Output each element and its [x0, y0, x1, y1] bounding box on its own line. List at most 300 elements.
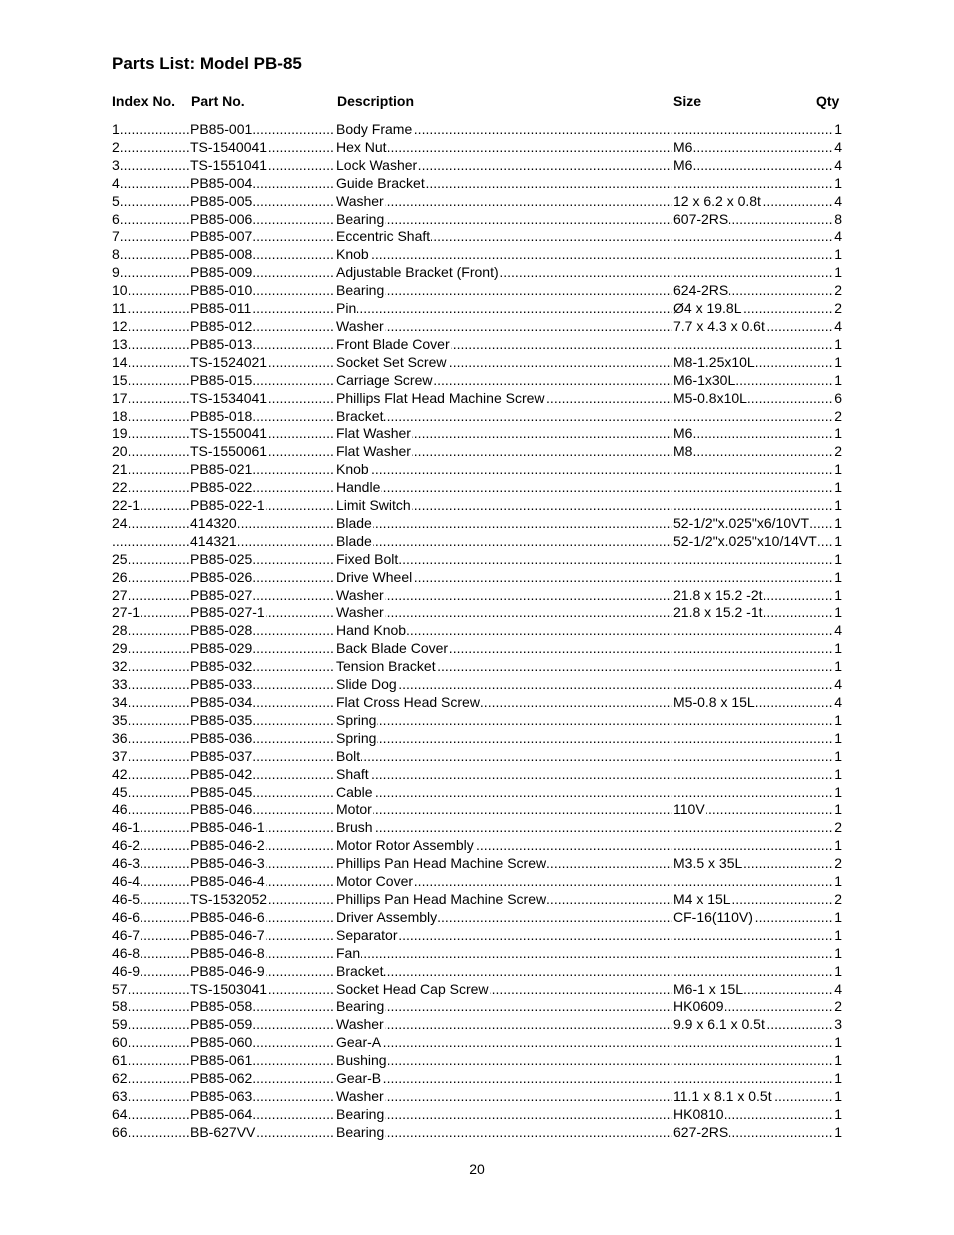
part-number-cell-text: TS-1551041: [190, 156, 268, 173]
qty-cell: [833, 981, 843, 999]
index-cell-text: 42: [112, 765, 128, 782]
description-cell-text: Handle: [336, 479, 381, 496]
part-number-cell: [190, 873, 335, 891]
index-cell-text: 5: [112, 192, 120, 209]
size-cell-text: M6: [673, 156, 693, 173]
qty-cell-text: 4: [834, 980, 842, 997]
index-cell-text: 21: [112, 461, 128, 478]
index-cell: [112, 515, 189, 533]
part-number-cell: [190, 819, 335, 837]
size-cell: [673, 228, 833, 246]
part-number-cell-text: BB-627VV: [190, 1123, 256, 1140]
part-number-cell: [190, 515, 335, 533]
description-cell: [336, 1088, 672, 1106]
index-cell: [112, 1124, 189, 1142]
qty-cell: [833, 300, 843, 318]
part-number-cell: [190, 784, 335, 802]
part-number-cell-text: PB85-058: [190, 998, 253, 1015]
part-number-cell: [190, 551, 335, 569]
part-number-cell-text: PB85-046-1: [190, 819, 265, 836]
qty-cell-text: 2: [834, 282, 842, 299]
size-cell: [673, 694, 833, 712]
size-cell: [673, 819, 833, 837]
index-cell: [112, 139, 189, 157]
description-cell: [336, 998, 672, 1016]
description-cell-text: Back Blade Cover: [336, 640, 449, 657]
description-cell: [336, 1070, 672, 1088]
part-number-cell-text: TS-1534041: [190, 389, 268, 406]
index-cell-text: 63: [112, 1087, 128, 1104]
table-row: [0, 694, 954, 712]
part-number-cell-text: PB85-026: [190, 568, 253, 585]
index-cell: [112, 246, 189, 264]
part-number-cell: [190, 891, 335, 909]
qty-cell: [833, 228, 843, 246]
qty-cell: [833, 211, 843, 229]
part-number-cell: [190, 121, 335, 139]
description-cell: [336, 927, 672, 945]
table-row: [0, 1106, 954, 1124]
part-number-cell: [190, 640, 335, 658]
part-number-cell: [190, 604, 335, 622]
size-cell-text: 110V: [673, 801, 705, 818]
description-cell-text: Body Frame: [336, 121, 413, 137]
description-cell-text: Drive Wheel: [336, 568, 413, 585]
size-cell: [673, 497, 833, 515]
qty-cell: [833, 801, 843, 819]
description-cell-text: Socket Set Screw: [336, 353, 447, 370]
table-row: [0, 408, 954, 426]
qty-cell-text: 8: [834, 210, 842, 227]
qty-cell-text: 2: [834, 443, 842, 460]
qty-cell-text: 1: [834, 926, 842, 943]
qty-cell: [833, 766, 843, 784]
part-number-cell-text: PB85-013: [190, 335, 253, 352]
description-cell: [336, 372, 672, 390]
index-cell: [112, 981, 189, 999]
index-cell-text: 46-6: [112, 908, 141, 925]
index-cell: [112, 121, 189, 139]
index-cell: [112, 211, 189, 229]
size-cell-text: 627-2RS: [673, 1123, 729, 1140]
part-number-cell: [190, 461, 335, 479]
part-number-cell: [190, 676, 335, 694]
index-cell: [112, 551, 189, 569]
description-cell: [336, 891, 672, 909]
qty-cell-text: 1: [834, 121, 842, 137]
size-cell: [673, 300, 833, 318]
qty-cell: [833, 121, 843, 139]
description-cell: [336, 1124, 672, 1142]
part-number-cell-text: PB85-046-4: [190, 873, 265, 890]
qty-cell-text: 1: [834, 1052, 842, 1069]
part-number-cell-text: PB85-060: [190, 1034, 253, 1051]
qty-cell-text: 3: [834, 1016, 842, 1033]
part-number-cell: [190, 479, 335, 497]
index-cell-text: 3: [112, 156, 120, 173]
qty-cell: [833, 712, 843, 730]
table-row: [0, 1070, 954, 1088]
index-cell-text: 57: [112, 980, 128, 997]
description-cell-text: Bolt: [336, 747, 361, 764]
part-number-cell: [190, 981, 335, 999]
description-cell-text: Shaft: [336, 765, 369, 782]
size-cell: [673, 533, 833, 551]
size-cell: [673, 479, 833, 497]
size-cell: [673, 569, 833, 587]
part-number-cell-text: PB85-029: [190, 640, 253, 657]
size-cell-text: [673, 658, 674, 674]
description-cell: [336, 193, 672, 211]
qty-cell-text: 1: [834, 586, 842, 603]
index-cell: [112, 963, 189, 981]
qty-cell: [833, 730, 843, 748]
index-cell: [112, 479, 189, 497]
size-cell-text: [673, 766, 674, 782]
size-cell-text: M5-0.8x10L: [673, 389, 747, 406]
description-cell-text: Washer: [336, 317, 384, 334]
qty-cell: [833, 461, 843, 479]
description-cell: [336, 801, 672, 819]
qty-cell-text: 4: [834, 192, 842, 209]
qty-cell-text: 1: [834, 604, 842, 621]
size-cell: [673, 873, 833, 891]
part-number-cell-text: PB85-027-1: [190, 604, 265, 621]
qty-cell-text: 1: [834, 246, 842, 263]
part-number-cell-text: TS-1550061: [190, 443, 268, 460]
size-cell-text: 52-1/2"x.025"x6/10VT: [673, 514, 810, 531]
part-number-cell: [190, 1034, 335, 1052]
index-cell-text: [112, 533, 113, 549]
table-row: [0, 336, 954, 354]
size-cell-text: CF-16(110V): [673, 908, 753, 925]
parts-table: [0, 121, 954, 1142]
qty-cell: [833, 515, 843, 533]
qty-cell-text: 1: [834, 568, 842, 585]
size-cell: [673, 461, 833, 479]
description-cell: [336, 228, 672, 246]
part-number-cell: [190, 1124, 335, 1142]
size-cell: [673, 927, 833, 945]
part-number-cell-text: PB85-042: [190, 765, 253, 782]
description-cell-text: Fixed Bolt: [336, 550, 399, 567]
description-cell-text: Bracket: [336, 407, 384, 424]
size-cell: [673, 246, 833, 264]
part-number-cell: [190, 211, 335, 229]
size-cell-text: [673, 712, 674, 728]
qty-cell-text: 1: [834, 801, 842, 818]
description-cell-text: Socket Head Cap Screw: [336, 980, 489, 997]
part-number-cell-text: PB85-010: [190, 282, 253, 299]
part-number-cell: [190, 336, 335, 354]
size-cell-text: M5-0.8 x 15L: [673, 694, 755, 710]
index-cell: [112, 855, 189, 873]
index-cell: [112, 425, 189, 443]
description-cell-text: Guide Bracket: [336, 174, 425, 191]
description-cell-text: Blade: [336, 514, 372, 531]
description-cell: [336, 963, 672, 981]
index-cell-text: 64: [112, 1105, 128, 1122]
part-number-cell: [190, 694, 335, 712]
description-cell-text: Separator: [336, 926, 398, 943]
size-cell-text: [673, 264, 674, 280]
index-cell: [112, 837, 189, 855]
index-cell-text: 60: [112, 1034, 128, 1051]
index-cell-text: 46-8: [112, 944, 141, 961]
qty-cell: [833, 1034, 843, 1052]
part-number-cell-text: PB85-037: [190, 747, 253, 764]
size-cell: [673, 1052, 833, 1070]
size-cell-text: [673, 121, 674, 137]
size-cell: [673, 1070, 833, 1088]
size-cell-text: [673, 945, 674, 961]
part-number-cell: [190, 372, 335, 390]
part-number-cell-text: PB85-062: [190, 1070, 253, 1087]
part-number-cell-text: PB85-011: [190, 300, 252, 317]
index-cell-text: 20: [112, 443, 128, 460]
header-index: Index No.: [112, 93, 176, 109]
size-cell: [673, 282, 833, 300]
qty-cell-text: 1: [834, 353, 842, 370]
size-cell: [673, 748, 833, 766]
index-cell: [112, 748, 189, 766]
size-cell-text: 52-1/2"x.025"x10/14VT: [673, 532, 817, 549]
part-number-cell-text: PB85-045: [190, 783, 253, 800]
index-cell: [112, 712, 189, 730]
part-number-cell-text: PB85-064: [190, 1105, 253, 1122]
qty-cell: [833, 318, 843, 336]
part-number-cell-text: PB85-046-7: [190, 926, 265, 943]
index-cell-text: 2: [112, 138, 120, 155]
index-cell: [112, 175, 189, 193]
size-cell-text: 607-2RS: [673, 210, 729, 227]
qty-cell: [833, 354, 843, 372]
description-cell: [336, 264, 672, 282]
description-cell: [336, 676, 672, 694]
description-cell: [336, 461, 672, 479]
description-cell: [336, 1052, 672, 1070]
qty-cell-text: 1: [834, 658, 842, 675]
qty-cell: [833, 873, 843, 891]
part-number-cell: [190, 425, 335, 443]
table-row: [0, 193, 954, 211]
qty-cell: [833, 569, 843, 587]
description-cell-text: Washer: [336, 192, 384, 209]
table-row: [0, 730, 954, 748]
index-cell-text: 46-2: [112, 837, 141, 854]
description-cell-text: Motor Rotor Assembly: [336, 837, 474, 854]
size-cell-text: 12 x 6.2 x 0.8t: [673, 192, 761, 209]
size-cell-text: 9.9 x 6.1 x 0.5t: [673, 1016, 765, 1033]
description-cell-text: Phillips Pan Head Machine Screw: [336, 890, 547, 907]
table-row: [0, 390, 954, 408]
description-cell-text: Washer: [336, 1087, 384, 1104]
index-cell-text: 8: [112, 246, 120, 263]
qty-cell-text: 4: [834, 622, 842, 639]
qty-cell: [833, 784, 843, 802]
size-cell-text: M6: [673, 138, 693, 155]
qty-cell-text: 1: [834, 783, 842, 800]
part-number-cell-text: PB85-004: [190, 174, 253, 191]
description-cell-text: Bearing: [336, 1123, 385, 1140]
size-cell: [673, 354, 833, 372]
index-cell: [112, 801, 189, 819]
part-number-cell: [190, 855, 335, 873]
part-number-cell-text: PB85-033: [190, 676, 253, 693]
qty-cell-text: 4: [834, 694, 842, 710]
part-number-cell: [190, 909, 335, 927]
part-number-cell: [190, 998, 335, 1016]
description-cell-text: Motor: [336, 801, 372, 818]
index-cell-text: 66: [112, 1123, 128, 1140]
part-number-cell: [190, 1016, 335, 1034]
page-number: 20: [469, 1161, 485, 1177]
description-cell: [336, 497, 672, 515]
description-cell: [336, 640, 672, 658]
description-cell-text: Washer: [336, 586, 384, 603]
index-cell-text: 13: [112, 335, 128, 352]
description-cell-text: Limit Switch: [336, 497, 411, 514]
size-cell-text: HK0609: [673, 998, 724, 1015]
part-number-cell: [190, 945, 335, 963]
size-cell-text: M6-1x30L: [673, 371, 736, 388]
qty-cell-text: 1: [834, 1070, 842, 1087]
size-cell: [673, 139, 833, 157]
index-cell: [112, 909, 189, 927]
index-cell-text: 27-1: [112, 604, 141, 621]
description-cell: [336, 282, 672, 300]
index-cell: [112, 622, 189, 640]
description-cell: [336, 175, 672, 193]
size-cell: [673, 998, 833, 1016]
part-number-cell-text: PB85-034: [190, 694, 253, 710]
part-number-cell: [190, 748, 335, 766]
size-cell-text: [673, 461, 674, 477]
qty-cell-text: 1: [834, 747, 842, 764]
size-cell-text: [673, 408, 674, 424]
index-cell-text: 17: [112, 389, 128, 406]
part-number-cell: [190, 622, 335, 640]
size-cell-text: 624-2RS: [673, 282, 729, 299]
part-number-cell-text: PB85-032: [190, 658, 253, 675]
size-cell-text: [673, 551, 674, 567]
index-cell: [112, 784, 189, 802]
size-cell: [673, 121, 833, 139]
description-cell-text: Spring: [336, 711, 377, 728]
description-cell: [336, 873, 672, 891]
index-cell: [112, 694, 189, 712]
index-cell-text: 12: [112, 317, 128, 334]
index-cell-text: 35: [112, 711, 128, 728]
index-cell: [112, 497, 189, 515]
qty-cell: [833, 640, 843, 658]
qty-cell-text: 4: [834, 676, 842, 693]
table-header: [0, 93, 954, 111]
qty-cell: [833, 1106, 843, 1124]
index-cell-text: 18: [112, 407, 128, 424]
qty-cell: [833, 1052, 843, 1070]
index-cell: [112, 1106, 189, 1124]
part-number-cell: [190, 246, 335, 264]
part-number-cell: [190, 712, 335, 730]
table-row: [0, 945, 954, 963]
description-cell-text: Bearing: [336, 998, 385, 1015]
table-row: [0, 264, 954, 282]
part-number-cell-text: PB85-059: [190, 1016, 253, 1033]
part-number-cell: [190, 390, 335, 408]
qty-cell-text: 1: [834, 873, 842, 890]
table-row: [0, 157, 954, 175]
qty-cell-text: 1: [834, 944, 842, 961]
description-cell-text: Bracket: [336, 962, 384, 979]
table-row: [0, 927, 954, 945]
index-cell: [112, 766, 189, 784]
size-cell-text: [673, 569, 674, 585]
table-row: [0, 963, 954, 981]
part-number-cell-text: PB85-021: [190, 461, 253, 478]
size-cell-text: [673, 837, 674, 853]
qty-cell: [833, 748, 843, 766]
part-number-cell: [190, 228, 335, 246]
index-cell-text: 46-1: [112, 819, 141, 836]
index-cell: [112, 1070, 189, 1088]
size-cell-text: [673, 730, 674, 746]
index-cell: [112, 193, 189, 211]
part-number-cell-text: PB85-025: [190, 550, 253, 567]
size-cell: [673, 551, 833, 569]
table-row: [0, 766, 954, 784]
size-cell: [673, 515, 833, 533]
qty-cell: [833, 533, 843, 551]
description-cell: [336, 1034, 672, 1052]
size-cell: [673, 891, 833, 909]
description-cell-text: Flat Washer: [336, 425, 411, 442]
table-row: [0, 1124, 954, 1142]
qty-cell: [833, 246, 843, 264]
size-cell: [673, 1088, 833, 1106]
qty-cell-text: 1: [834, 729, 842, 746]
index-cell: [112, 891, 189, 909]
part-number-cell-text: PB85-063: [190, 1087, 253, 1104]
qty-cell-text: 1: [834, 640, 842, 657]
index-cell-text: 22: [112, 479, 128, 496]
qty-cell: [833, 891, 843, 909]
index-cell: [112, 264, 189, 282]
size-cell: [673, 211, 833, 229]
size-cell: [673, 425, 833, 443]
qty-cell: [833, 408, 843, 426]
index-cell-text: 6: [112, 210, 120, 227]
size-cell-text: M4 x 15L: [673, 890, 731, 907]
index-cell: [112, 998, 189, 1016]
table-row: [0, 479, 954, 497]
index-cell-text: 10: [112, 282, 128, 299]
qty-cell: [833, 139, 843, 157]
size-cell: [673, 193, 833, 211]
index-cell-text: 14: [112, 353, 128, 370]
part-number-cell: [190, 300, 335, 318]
index-cell-text: 11: [112, 300, 127, 317]
size-cell-text: [673, 1052, 674, 1068]
table-row: [0, 640, 954, 658]
table-row: [0, 425, 954, 443]
qty-cell: [833, 837, 843, 855]
size-cell-text: [673, 1070, 674, 1086]
qty-cell: [833, 390, 843, 408]
qty-cell-text: 2: [834, 407, 842, 424]
qty-cell: [833, 604, 843, 622]
description-cell-text: Gear-B: [336, 1070, 382, 1087]
